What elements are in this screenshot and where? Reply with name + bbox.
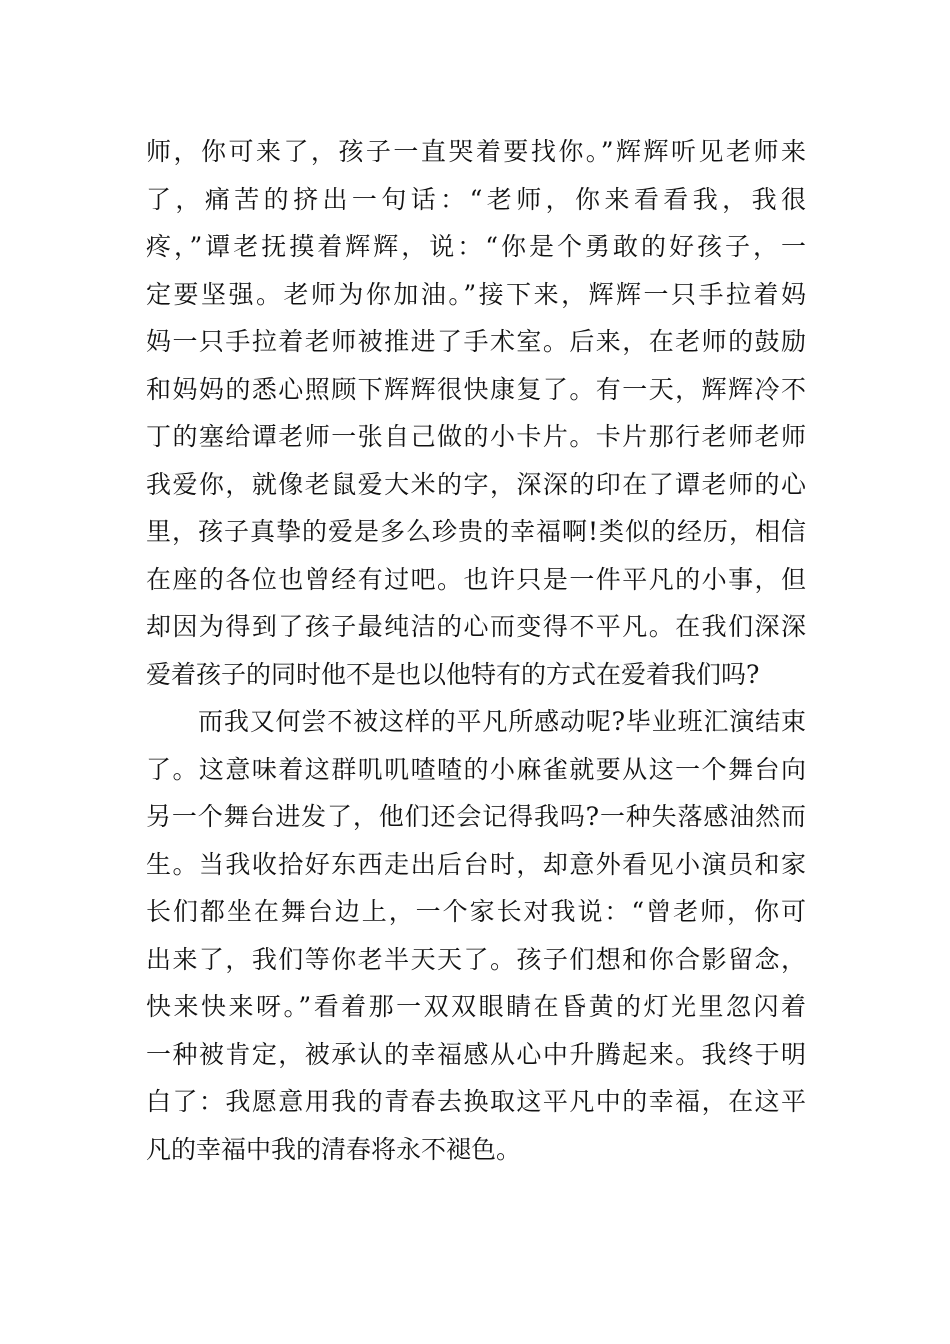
text-line: 却因为得到了孩子最纯洁的心而变得不平凡。在我们深深 bbox=[146, 612, 806, 641]
body-text bbox=[146, 128, 806, 1173]
text-line: 生。当我收拾好东西走出后台时，却意外看见小演员和家 bbox=[146, 849, 806, 879]
text-line: 丁的塞给谭老师一张自己做的小卡片。卡片那行老师老师 bbox=[146, 422, 806, 451]
text-line: 里，孩子真挚的爱是多么珍贵的幸福啊!类似的经历，相信 bbox=[146, 517, 806, 546]
paragraph-first-line: 而我又何尝不被这样的平凡所感动呢?毕业班汇演结束 bbox=[198, 707, 806, 736]
text-line: 师，你可来了，孩子一直哭着要找你。”辉辉听见老师来 bbox=[146, 137, 806, 166]
text-line: 白了：我愿意用我的青春去换取这平凡中的幸福，在这平 bbox=[146, 1087, 806, 1116]
text-line: 在座的各位也曾经有过吧。也许只是一件平凡的小事，但 bbox=[146, 564, 806, 594]
text-line: 快来快来呀。”看着那一双双眼睛在昏黄的灯光里忽闪着 bbox=[146, 992, 806, 1021]
text-line: 爱着孩子的同时他不是也以他特有的方式在爱着我们吗? bbox=[146, 659, 760, 689]
text-line: 一种被肯定，被承认的幸福感从心中升腾起来。我终于明 bbox=[146, 1039, 806, 1069]
text-line: 了。这意味着这群叽叽喳喳的小麻雀就要从这一个舞台向 bbox=[146, 754, 806, 784]
text-line: 出来了，我们等你老半天天了。孩子们想和你合影留念， bbox=[146, 944, 806, 974]
text-line: 和妈妈的悉心照顾下辉辉很快康复了。有一天，辉辉冷不 bbox=[146, 374, 806, 404]
text-line: 妈一只手拉着老师被推进了手术室。后来，在老师的鼓励 bbox=[146, 327, 806, 356]
text-line: 疼，”谭老抚摸着辉辉，说：“你是个勇敢的好孩子，一 bbox=[146, 232, 806, 261]
text-line: 定要坚强。老师为你加油。”接下来，辉辉一只手拉着妈 bbox=[146, 279, 806, 309]
text-line: 长们都坐在舞台边上，一个家长对我说：“曾老师，你可 bbox=[146, 897, 806, 926]
text-line: 凡的幸福中我的清春将永不褪色。 bbox=[146, 1134, 522, 1164]
text-line: 另一个舞台进发了，他们还会记得我吗?一种失落感油然而 bbox=[146, 802, 806, 831]
text-line: 我爱你，就像老鼠爱大米的字，深深的印在了谭老师的心 bbox=[146, 469, 806, 499]
text-line: 了，痛苦的挤出一句话：“老师，你来看看我，我很 bbox=[146, 184, 806, 214]
